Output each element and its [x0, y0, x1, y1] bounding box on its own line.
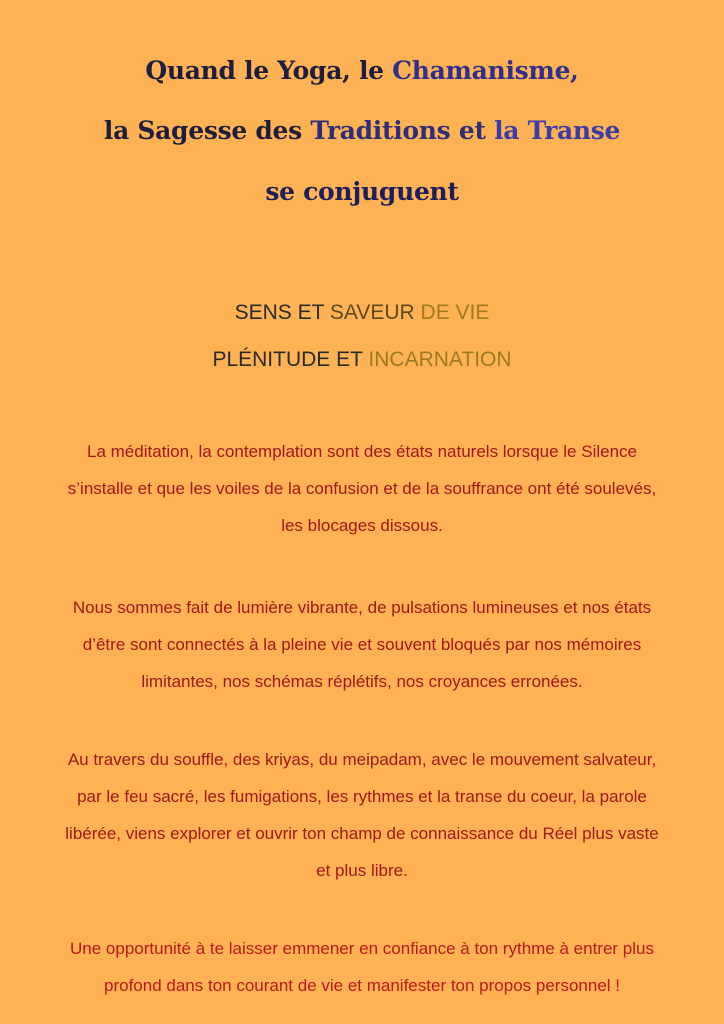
paragraph-line: et plus libre.: [316, 861, 408, 880]
paragraph-line: d’être sont connectés à la pleine vie et souvent bloqués par nos mémoires: [82, 635, 642, 654]
subtitle-line-2: [0, 347, 724, 373]
paragraph-line: Une opportunité à te laisser emmener en confiance à ton rythme à entrer plus: [70, 939, 654, 958]
paragraph-meditation: [0, 433, 724, 544]
paragraph-line: par le feu sacré, les fumigations, les rythmes et la transe du coeur, la parole: [77, 787, 647, 806]
paragraph-line: les blocages dissous.: [281, 516, 443, 535]
subtitle-line-2-part-1: PLÉNITUDE ET: [212, 348, 369, 371]
paragraph-line: profond dans ton courant de vie et manifester ton propos personnel !: [104, 976, 620, 995]
title-line-1-part-1: Quand le Yoga, le: [145, 56, 393, 85]
paragraph-line: s’installe et que les voiles de la confusion et de la souffrance ont été soulevés,: [67, 479, 657, 498]
subtitle-line-1-part-1: SENS ET: [234, 301, 330, 324]
title-line-2-part-1: la Sagesse des: [103, 116, 311, 145]
title-line-1: [0, 56, 724, 86]
subtitle-line-2-part-2: INCARNATION: [368, 348, 512, 371]
title-line-2: [0, 116, 724, 146]
title-line-3: [0, 177, 724, 207]
paragraph-line: Nous sommes fait de lumière vibrante, de pulsations lumineuses et nos états: [72, 598, 652, 617]
paragraph-lumiere: [0, 589, 724, 700]
paragraph-line: Au travers du souffle, des kriyas, du meipadam, avec le mouvement salvateur,: [67, 750, 657, 769]
paragraph-line: La méditation, la contemplation sont des états naturels lorsque le Silence: [87, 442, 637, 461]
title-line-1-part-2: Chamanisme,: [392, 56, 579, 85]
subtitle-line-1-part-2: SAVEUR: [329, 301, 421, 324]
paragraph-line: libérée, viens explorer et ouvrir ton champ de connaissance du Réel plus vaste: [65, 824, 659, 843]
paragraph-souffle: [0, 741, 724, 889]
subtitle-line-1-part-3: DE VIE: [420, 301, 490, 324]
title-line-2-part-3: la Transe: [494, 116, 621, 145]
paragraph-line: limitantes, nos schémas réplétifs, nos croyances erronées.: [141, 672, 583, 691]
title-line-2-part-2: Traditions et: [310, 116, 495, 145]
paragraph-opportunite: [0, 930, 724, 1004]
title-line-3-part-1: se conjuguent: [265, 177, 459, 206]
subtitle-line-1: [0, 300, 724, 326]
